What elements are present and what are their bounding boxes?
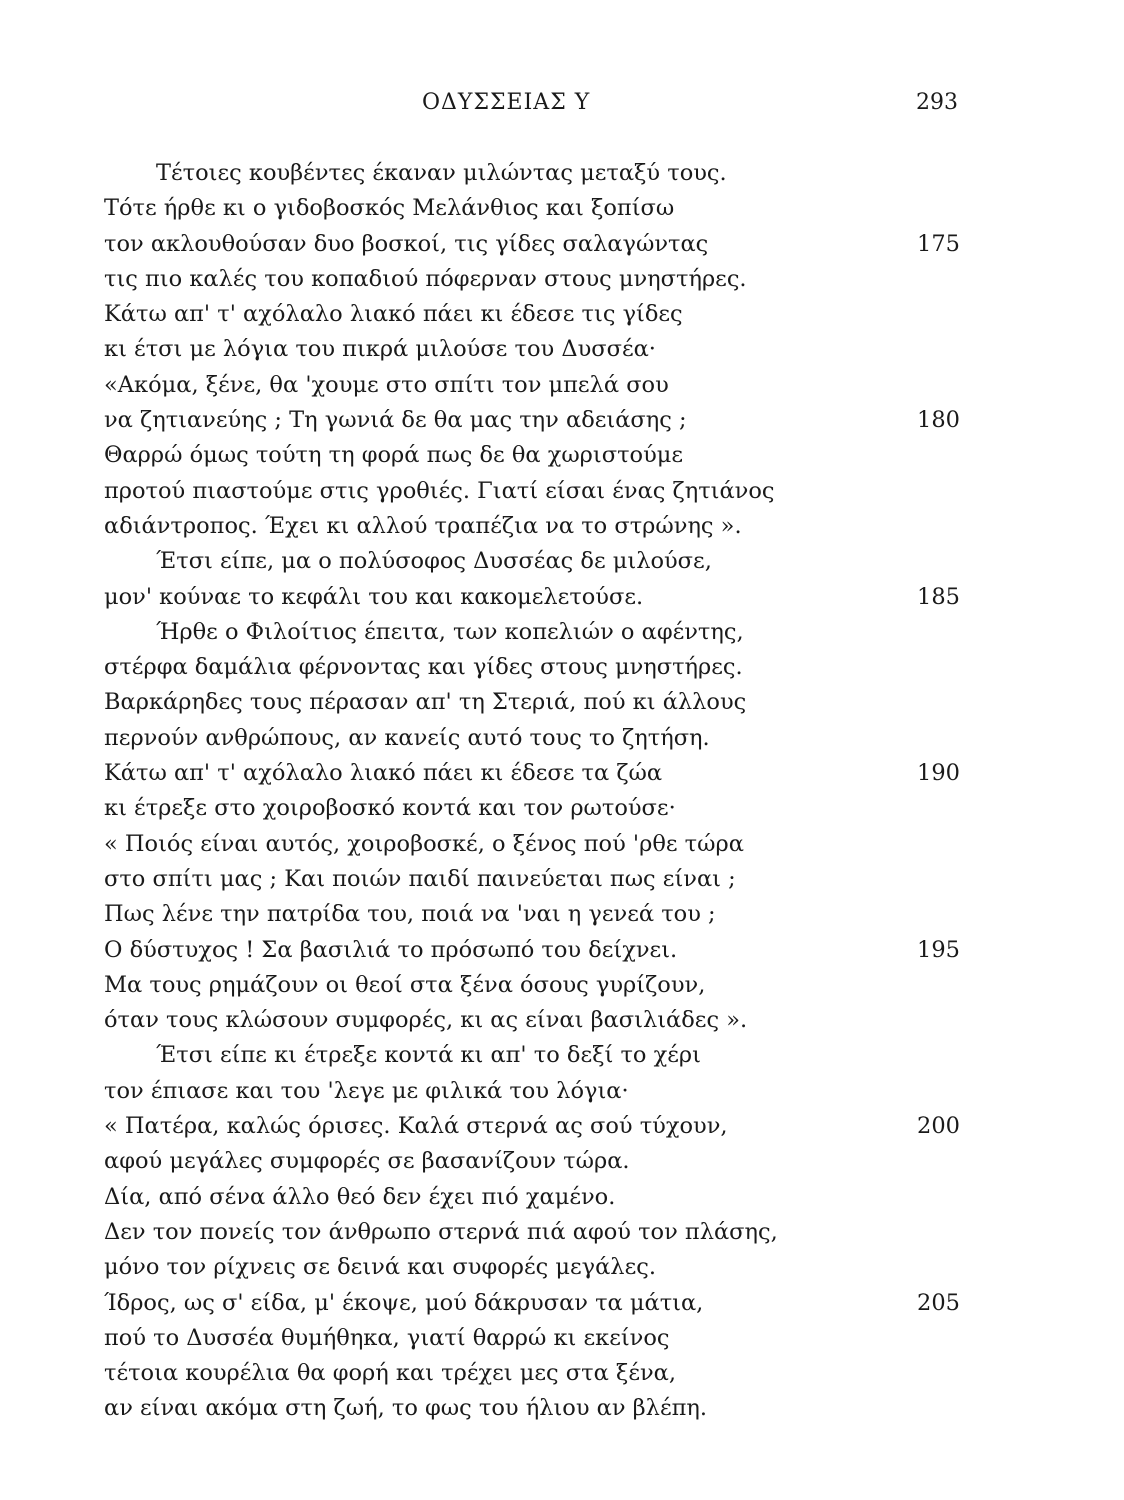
verse-line — [104, 368, 960, 403]
line-number: 200 — [917, 1113, 960, 1140]
page-number: 293 — [916, 90, 958, 115]
verse-line — [104, 474, 960, 509]
running-title: ΟΔΥΣΣΕΙΑΣ Υ — [422, 90, 591, 115]
verse-line — [104, 403, 960, 438]
verse-line-text: Έτσι είπε, μα ο πολύσοφος Δυσσέας δε μιλούσε, — [156, 548, 712, 575]
verse-line-text: πού το Δυσσέα θυμήθηκα, γιατί θαρρώ κι εκείνος — [104, 1324, 670, 1351]
verse-line-text: όταν τους κλώσουν συμφορές, κι ας είναι βασιλιάδες ». — [104, 1007, 748, 1034]
verse-line-text: Τέτοιες κουβέντες έκαναν μιλώντας μεταξύ τους. — [156, 160, 727, 186]
verse-line — [104, 721, 960, 756]
verse-line — [104, 156, 960, 191]
verse-line — [104, 1321, 960, 1356]
verse-line — [104, 227, 960, 262]
verse-line-text: κι έτσι με λόγια του πικρά μιλούσε του Δυσσέα· — [104, 336, 656, 363]
verse-line-text: Βαρκάρηδες τους πέρασαν απ' τη Στεριά, πού κι άλλους — [104, 689, 747, 716]
verse-line — [104, 1391, 960, 1426]
verse-line — [104, 438, 960, 473]
verse-line — [104, 1250, 960, 1285]
verse-line-text: κι έτρεξε στο χοιροβοσκό κοντά και τον ρωτούσε· — [104, 795, 676, 822]
line-number: 180 — [917, 407, 960, 434]
verse-line-text: Έτσι είπε κι έτρεξε κοντά κι απ' το δεξί το χέρι — [156, 1042, 701, 1069]
verse-line — [104, 297, 960, 332]
verse-line — [104, 968, 960, 1003]
verse-line — [104, 897, 960, 932]
verse-line-text: Ίδρος, ως σ' είδα, μ' έκοψε, μού δάκρυσαν τα μάτια, — [104, 1289, 704, 1316]
line-number: 190 — [917, 760, 960, 787]
verse-line-text: Πως λένε την πατρίδα του, ποιά να 'ναι η γενεά του ; — [104, 901, 716, 928]
verse-line-text: «Ακόμα, ξένε, θα 'χουμε στο σπίτι τον μπελά σου — [104, 371, 669, 398]
verse-line — [104, 791, 960, 826]
verse-line — [104, 544, 960, 579]
verse-line — [104, 1074, 960, 1109]
verse-line-text: Θαρρώ όμως τούτη τη φορά πως δε θα χωριστούμε — [104, 442, 684, 469]
verse-line — [104, 650, 960, 685]
verse-line-text: Δεν τον πονείς τον άνθρωπο στερνά πιά αφού τον πλάσης, — [104, 1218, 778, 1245]
verse-line — [104, 191, 960, 226]
line-number: 185 — [917, 583, 960, 610]
verse-line-text: περνούν ανθρώπους, αν κανείς αυτό τους το ζητήση. — [104, 724, 710, 751]
verse-line-text: « Ποιός είναι αυτός, χοιροβοσκέ, ο ξένος πού 'ρθε τώρα — [104, 830, 744, 857]
verse-line-text: τον ακλουθούσαν δυο βοσκοί, τις γίδες σαλαγώντας — [104, 230, 709, 257]
verse-line-text: στέρφα δαμάλια φέρνοντας και γίδες στους μνηστήρες. — [104, 654, 743, 681]
verse-line — [104, 1215, 960, 1250]
verse-line-text: στο σπίτι μας ; Και ποιών παιδί παινεύεται πως είναι ; — [104, 865, 736, 892]
verse-line-text: Μα τους ρημάζουν οι θεοί στα ξένα όσους γυρίζουν, — [104, 971, 706, 998]
verse-line-text: « Πατέρα, καλώς όρισες. Καλά στερνά ας σού τύχουν, — [104, 1113, 728, 1140]
verse-line-text: να ζητιανεύης ; Τη γωνιά δε θα μας την αδειάσης ; — [104, 407, 687, 434]
line-number: 205 — [917, 1289, 960, 1316]
verse-line-text: μόνο τον ρίχνεις σε δεινά και συφορές μεγάλες. — [104, 1254, 656, 1281]
verse-line — [104, 509, 960, 544]
verse-line — [104, 1109, 960, 1144]
verse-line — [104, 1356, 960, 1391]
verse-line-text: Τότε ήρθε κι ο γιδοβοσκός Μελάνθιος και ξοπίσω — [104, 195, 675, 222]
verse-line-text: προτού πιαστούμε στις γροθιές. Γιατί είσαι ένας ζητιάνος — [104, 477, 775, 504]
poem-text — [104, 156, 960, 1427]
verse-line-text: Ο δύστυχος ! Σα βασιλιά το πρόσωπό του δείχνει. — [104, 936, 678, 963]
verse-line — [104, 827, 960, 862]
verse-line-text: αφού μεγάλες συμφορές σε βασανίζουν τώρα. — [104, 1148, 630, 1175]
verse-line — [104, 262, 960, 297]
verse-line — [104, 685, 960, 720]
verse-line-text: Δία, από σένα άλλο θεό δεν έχει πιό χαμένο. — [104, 1183, 616, 1210]
verse-line-text: Κάτω απ' τ' αχόλαλο λιακό πάει κι έδεσε τα ζώα — [104, 760, 663, 787]
verse-line — [104, 332, 960, 367]
verse-line — [104, 1180, 960, 1215]
verse-line-text: Κάτω απ' τ' αχόλαλο λιακό πάει κι έδεσε τις γίδες — [104, 301, 683, 328]
verse-line-text: μον' κούναε το κεφάλι του και κακομελετούσε. — [104, 583, 644, 610]
verse-line — [104, 933, 960, 968]
verse-line — [104, 1144, 960, 1179]
verse-line — [104, 756, 960, 791]
verse-line — [104, 1038, 960, 1073]
verse-line-text: Ήρθε ο Φιλοίτιος έπειτα, των κοπελιών ο αφέντης, — [156, 618, 744, 645]
verse-line — [104, 615, 960, 650]
verse-line — [104, 1003, 960, 1038]
line-number: 175 — [917, 230, 960, 257]
verse-line-text: αν είναι ακόμα στη ζωή, το φως του ήλιου αν βλέπη. — [104, 1395, 708, 1422]
verse-line-text: τέτοια κουρέλια θα φορή και τρέχει μες στα ξένα, — [104, 1360, 677, 1387]
verse-line — [104, 862, 960, 897]
line-number: 195 — [917, 936, 960, 963]
verse-line — [104, 1286, 960, 1321]
verse-line — [104, 580, 960, 615]
verse-line-text: αδιάντροπος. Έχει κι αλλού τραπέζια να το στρώνης ». — [104, 512, 742, 539]
verse-line-text: τον έπιασε και του 'λεγε με φιλικά του λόγια· — [104, 1077, 629, 1104]
verse-line-text: τις πιο καλές του κοπαδιού πόφερναν στους μνηστήρες. — [104, 265, 747, 292]
